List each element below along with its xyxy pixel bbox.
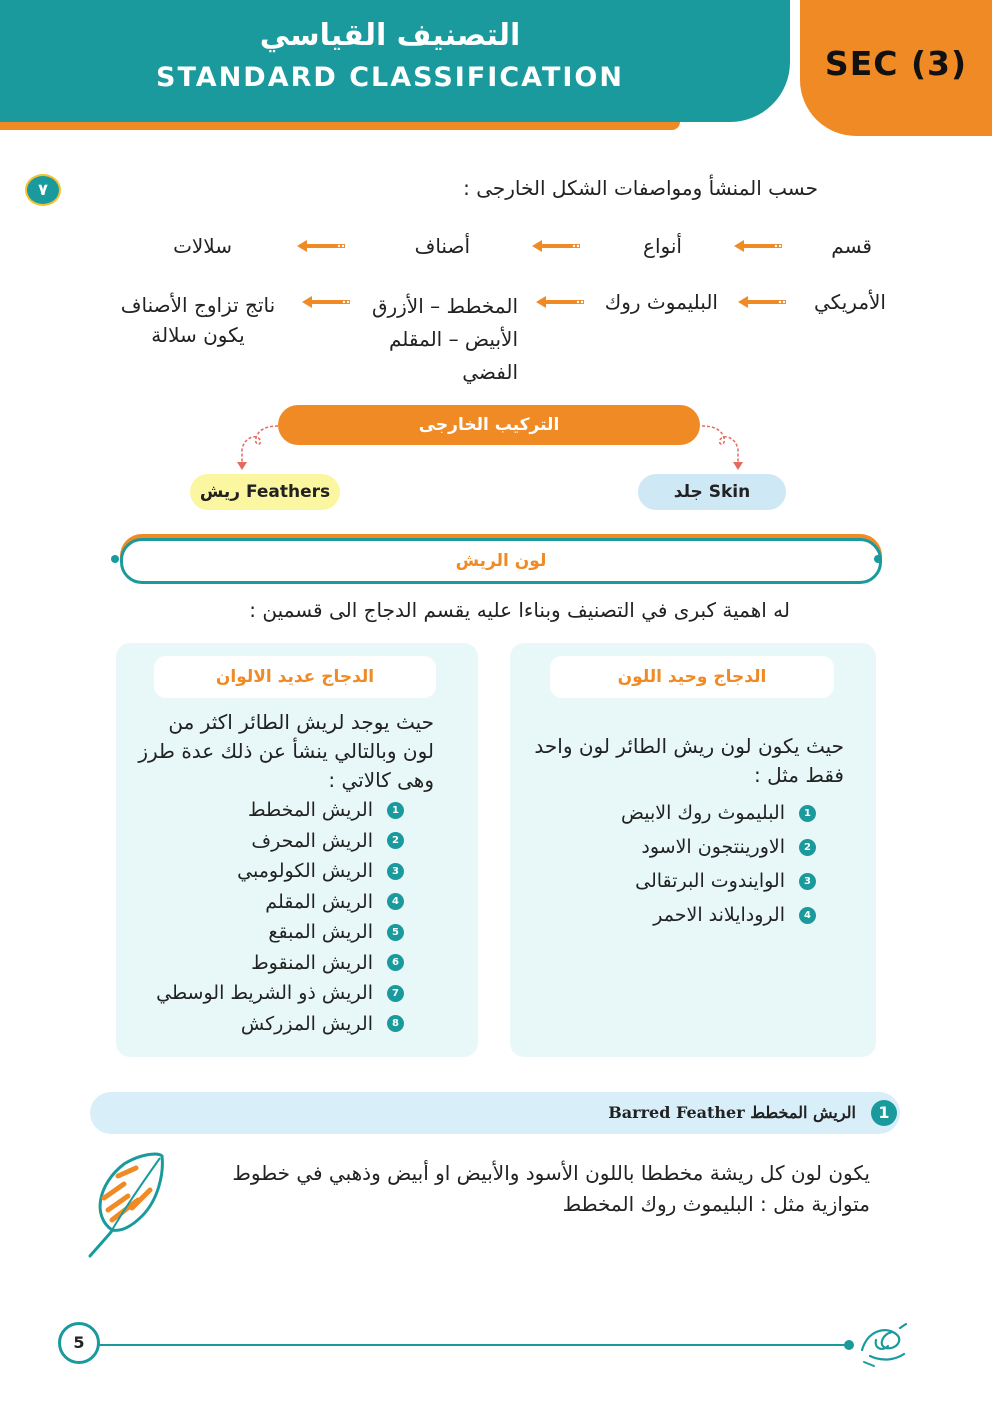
feather-color-banner: لون الريش: [120, 538, 882, 584]
intro-text: حسب المنشأ ومواصفات الشكل الخارجى :: [463, 176, 818, 200]
item-text: الوايندوت البرتقالى: [635, 870, 785, 892]
hier-example-2: البليموث روك: [604, 290, 718, 314]
list-item: [560, 864, 816, 898]
hier-label-2: أنواع: [643, 234, 682, 258]
list-item: [130, 948, 404, 979]
item-number: 6: [387, 954, 404, 971]
single-color-list: [560, 796, 816, 932]
item-number: 8: [387, 1015, 404, 1032]
arrow-left-icon: [530, 238, 584, 254]
multi-color-list: [130, 795, 404, 1039]
multi-color-desc: حيث يوجد لريش الطائر اكثر من لون وبالتالي ينشأ عن ذلك عدة طرز وهى كالاتي :: [138, 710, 434, 792]
item-number: 4: [799, 907, 816, 924]
hier-label-1: قسم: [831, 234, 872, 258]
single-color-desc: حيث يكون لون ريش الطائر لون واحد فقط مثل :: [534, 734, 844, 787]
item-number: 4: [387, 893, 404, 910]
barred-section-number: 1: [871, 1100, 897, 1126]
multi-color-heading: الدجاج عديد الالوان: [154, 656, 436, 698]
section-tag: SEC (3): [824, 44, 968, 83]
structure-title: التركيب الخارجى: [278, 405, 700, 445]
barred-title-en: Barred Feather: [608, 1103, 745, 1122]
item-number: 1: [799, 805, 816, 822]
item-text: الاورينتجون الاسود: [641, 836, 785, 858]
list-item: [130, 1009, 404, 1040]
list-item: [130, 826, 404, 857]
item-number: 2: [387, 832, 404, 849]
header-underline: [0, 122, 680, 130]
item-text: الريش المقلم: [265, 890, 373, 913]
list-item: [560, 796, 816, 830]
arrow-left-icon: [295, 238, 349, 254]
item-text: الريش ذو الشريط الوسطي: [156, 982, 373, 1005]
list-item: [130, 795, 404, 826]
footer-dot: [844, 1340, 854, 1350]
list-item: [130, 856, 404, 887]
curved-arrow-right-icon: [698, 420, 748, 474]
item-number: 2: [799, 839, 816, 856]
item-number: 7: [387, 985, 404, 1002]
skin-pill: Skin جلد: [638, 474, 786, 510]
page-badge: ٧: [25, 174, 61, 206]
signature-logo-icon: [856, 1320, 910, 1368]
item-number: 3: [799, 873, 816, 890]
item-text: البليموث روك الابيض: [620, 802, 785, 824]
feather-icon: [84, 1150, 170, 1262]
list-item: [560, 898, 816, 932]
arrow-left-icon: [534, 294, 588, 310]
footer-line: [96, 1344, 848, 1346]
item-text: الريش المبقع: [268, 921, 373, 944]
header-title-ar: التصنيف القياسي: [259, 18, 521, 53]
feather-color-intro: له اهمية كبرى في التصنيف وبناءا عليه يقسم الدجاج الى قسمين :: [249, 598, 790, 622]
page-number: 5: [58, 1322, 100, 1364]
hier-label-3: أصناف: [414, 234, 470, 258]
feathers-pill: Feathers ريش: [190, 474, 340, 510]
list-item: [130, 917, 404, 948]
hier-example-4: ناتج تزاوج الأصناف يكون سلالة: [120, 293, 276, 347]
barred-desc: يكون لون كل ريشة مخططا باللون الأسود والأبيض او أبيض وذهبي في خطوط متوازية مثل : البليموث روك المخطط: [232, 1161, 870, 1216]
header-title-en: STANDARD CLASSIFICATION: [156, 62, 624, 93]
item-text: الريش الكولومبي: [237, 860, 373, 883]
list-item: [130, 887, 404, 918]
banner-dot-right: [874, 555, 882, 563]
list-item: [560, 830, 816, 864]
item-text: الريش المنقوط: [251, 951, 373, 974]
item-text: الريش المزركش: [240, 1012, 373, 1035]
list-item: [130, 978, 404, 1009]
item-number: 1: [387, 802, 404, 819]
barred-section-title: [560, 1103, 856, 1122]
arrow-left-icon: [736, 294, 790, 310]
curved-arrow-left-icon: [232, 420, 282, 474]
arrow-left-icon: [732, 238, 786, 254]
banner-dot-left: [111, 555, 119, 563]
hier-example-3: المخطط – الأزرق الأبيض – المقلم الفضي: [371, 294, 518, 384]
item-text: الريش المخطط: [247, 799, 373, 822]
single-color-heading: الدجاج وحيد اللون: [550, 656, 834, 698]
hier-example-1: الأمريكي: [814, 290, 886, 314]
item-text: الرودايلاند الاحمر: [653, 904, 785, 926]
item-number: 3: [387, 863, 404, 880]
item-text: الريش المحرف: [251, 829, 373, 852]
item-number: 5: [387, 924, 404, 941]
hier-label-4: سلالات: [173, 234, 232, 258]
barred-title-ar: الريش المخطط: [750, 1103, 856, 1122]
arrow-left-icon: [300, 294, 354, 310]
